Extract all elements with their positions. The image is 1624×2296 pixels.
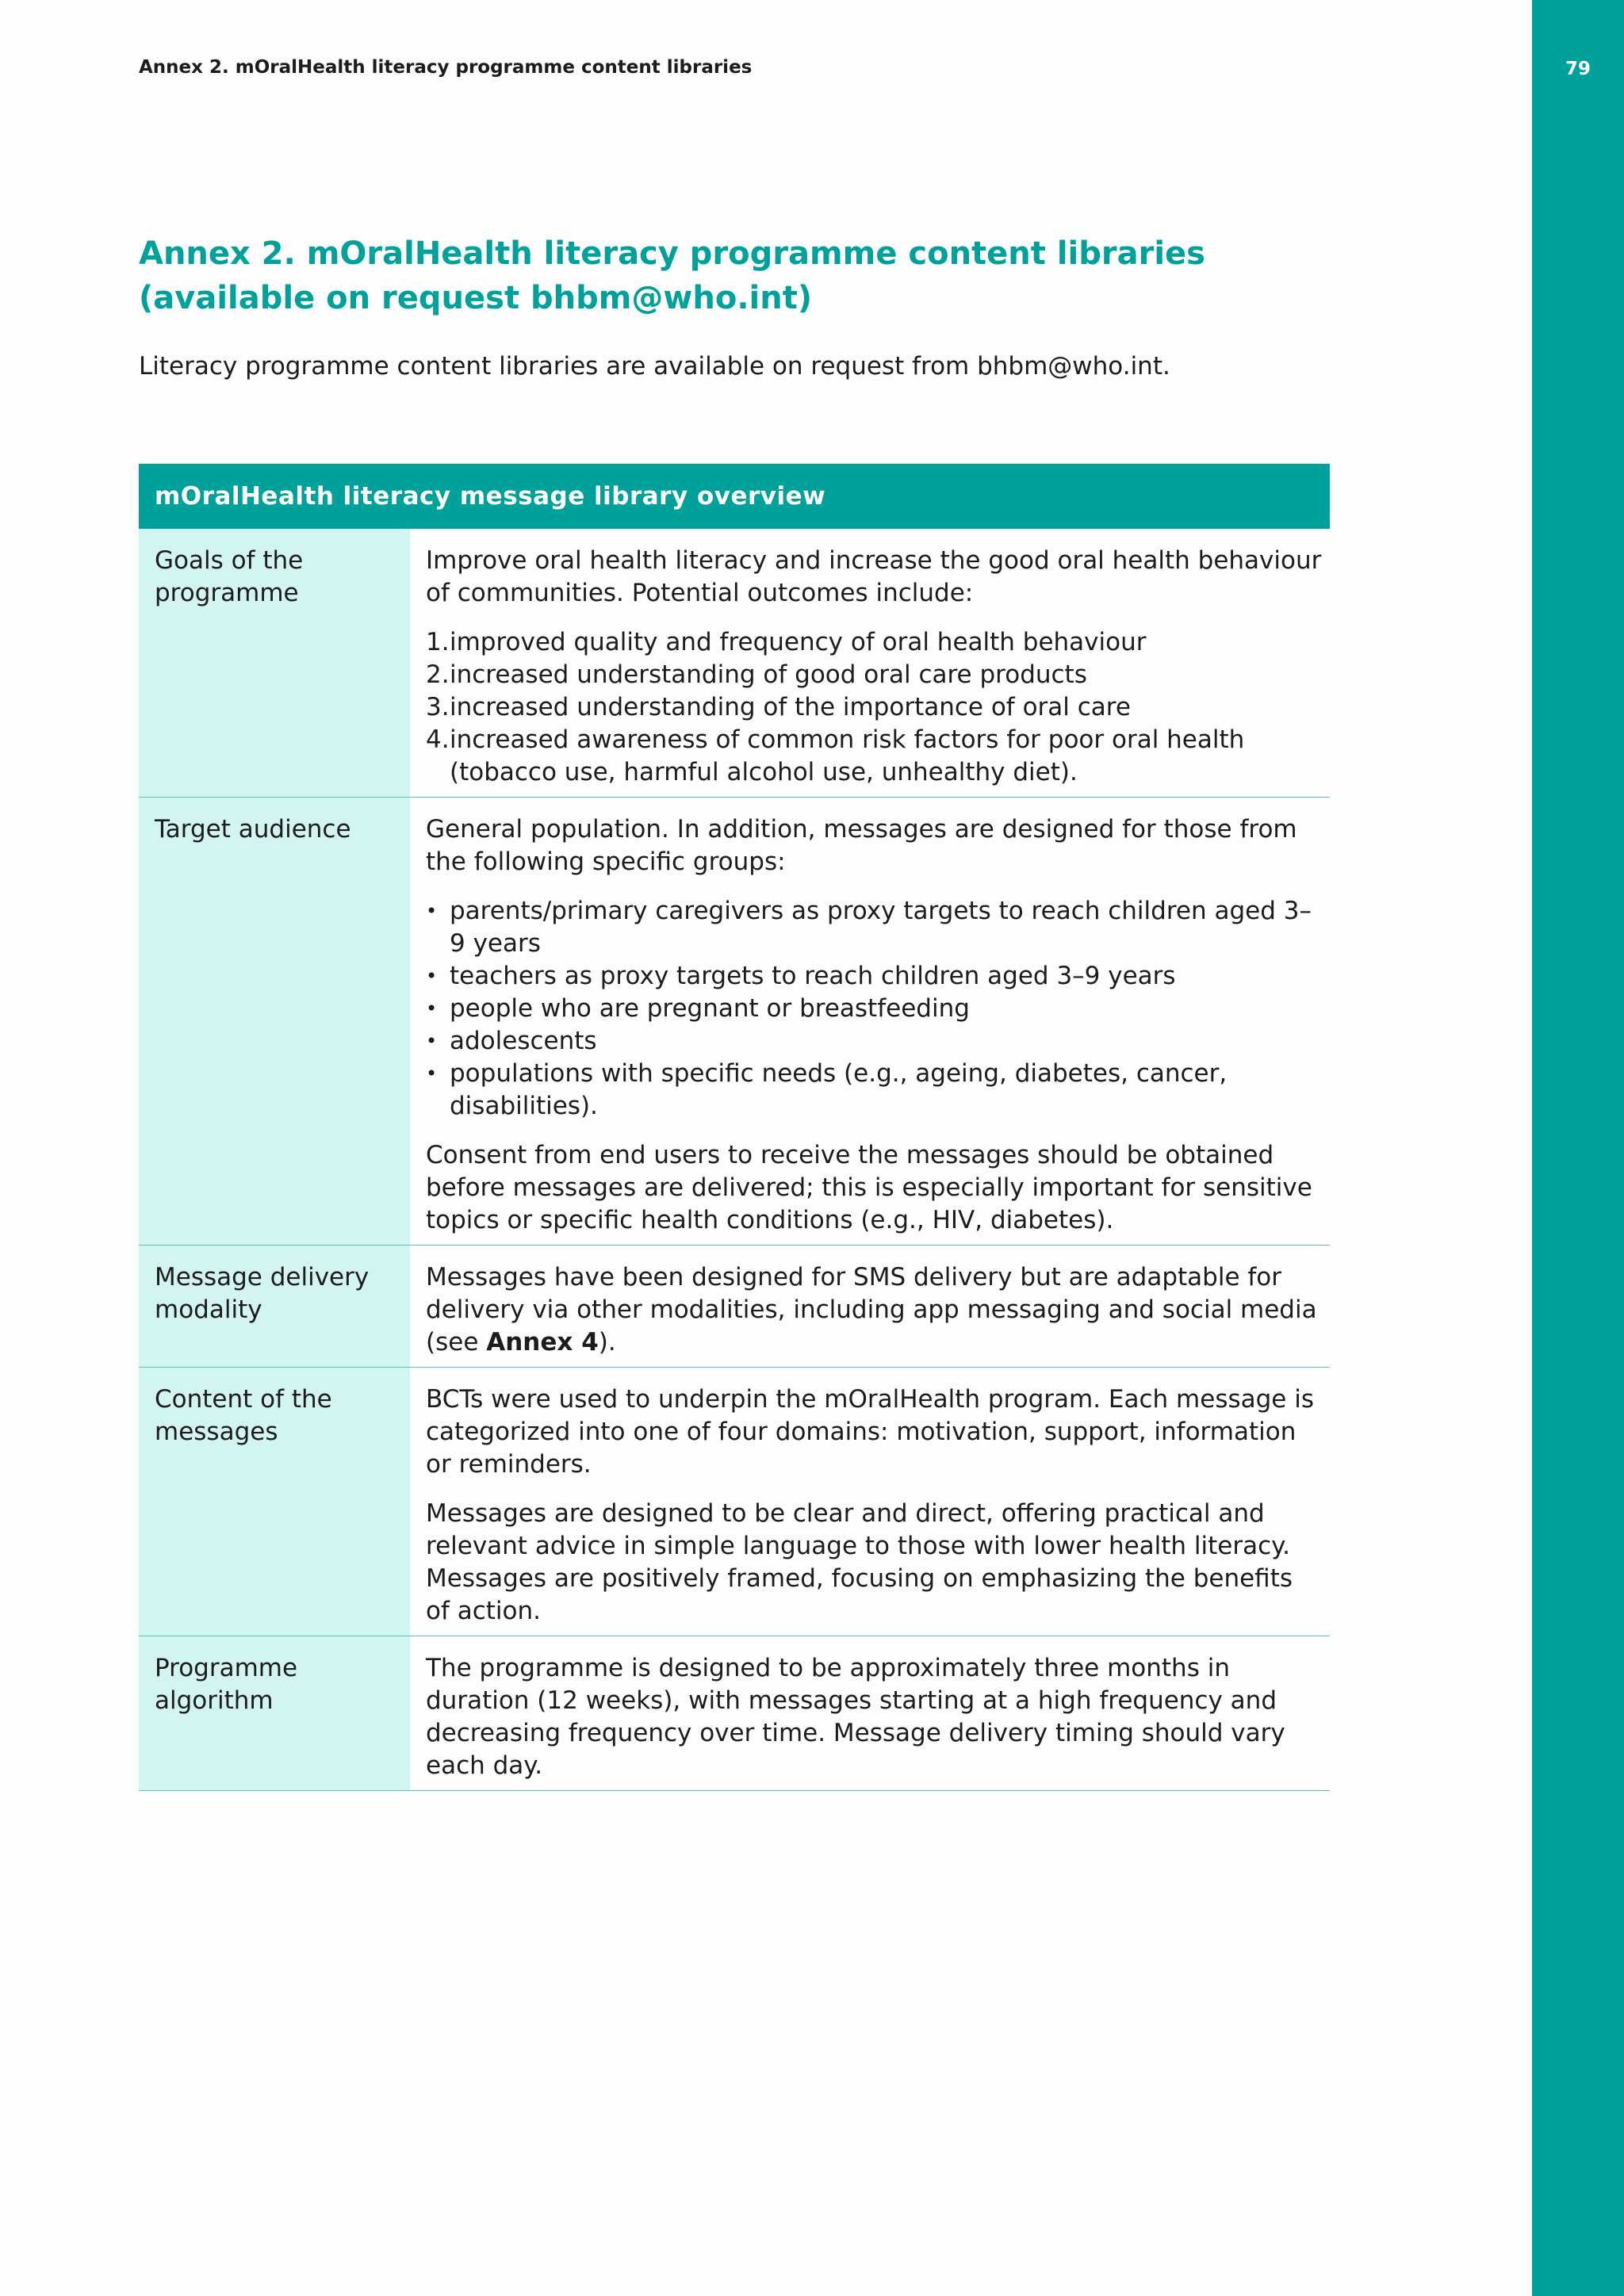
page-number: 79 (1565, 59, 1591, 79)
row-label: Goals of the programme (139, 529, 410, 797)
list-marker: 2. (426, 660, 450, 689)
row-content (410, 1246, 1330, 1367)
list-marker: 4. (426, 725, 450, 754)
table-row-goals (139, 529, 1330, 798)
bullet-icon: • (426, 1030, 438, 1052)
list-item (426, 724, 1323, 789)
list-item (426, 659, 1323, 691)
row-paragraph: BCTs were used to underpin the mOralHealth program. Each message is categorized into one of four domains: motivation, support, information or reminders. (426, 1385, 1314, 1479)
outcomes-list (426, 626, 1323, 789)
table-row-programme-algorithm (139, 1636, 1330, 1791)
page-title-line1: Annex 2. mOralHealth literacy programme content libraries (139, 235, 1205, 272)
running-header: Annex 2. mOralHealth literacy programme content libraries (139, 57, 753, 78)
row-content (410, 798, 1330, 1245)
list-item (426, 960, 1323, 993)
list-item-text: increased understanding of good oral care products (450, 660, 1087, 689)
list-marker: 1. (426, 628, 450, 656)
overview-table (139, 464, 1330, 1791)
list-item (426, 626, 1323, 659)
paragraph-text: Messages have been designed for SMS delivery but are adaptable for delivery via other modalities, including app messaging and social media (see (426, 1263, 1317, 1357)
list-item (426, 1025, 1323, 1058)
row-label: Target audience (139, 798, 410, 1245)
list-item (426, 895, 1323, 960)
row-content (410, 529, 1330, 797)
list-item-text: increased awareness of common risk factors for poor oral health (tobacco use, harmful alcohol use, unhealthy diet). (450, 725, 1245, 786)
bullet-icon: • (426, 997, 438, 1020)
list-item-text: people who are pregnant or breastfeeding (450, 994, 970, 1023)
list-item-text: teachers as proxy targets to reach children aged 3–9 years (450, 962, 1176, 990)
row-paragraph: Messages are designed to be clear and direct, offering practical and relevant advice in simple language to those with lower health literacy. Messages are positively framed, focusing on emphasizing the benefits of action. (426, 1499, 1293, 1625)
intro-paragraph: Literacy programme content libraries are available on request from bhbm@who.int. (139, 352, 1170, 381)
annex-reference: Annex 4 (486, 1328, 599, 1357)
paragraph-text: ). (598, 1328, 616, 1357)
list-item (426, 993, 1323, 1025)
list-item-text: improved quality and frequency of oral health behaviour (450, 628, 1147, 656)
list-item-text: increased understanding of the importance of oral care (450, 693, 1131, 721)
row-label: Content of the messages (139, 1368, 410, 1636)
list-item-text: populations with specific needs (e.g., ageing, diabetes, cancer, disabilities). (450, 1059, 1228, 1120)
table-row-delivery-modality (139, 1246, 1330, 1368)
row-paragraph: Improve oral health literacy and increase the good oral health behaviour of communities. Potential outcomes include: (426, 546, 1322, 607)
row-paragraph (426, 1261, 1323, 1359)
audience-list (426, 895, 1323, 1123)
list-item (426, 691, 1323, 724)
table-header: mOralHealth literacy message library overview (139, 464, 1330, 529)
row-paragraph: General population. In addition, messages are designed for those from the following specific groups: (426, 815, 1297, 876)
list-item-text: parents/primary caregivers as proxy targets to reach children aged 3–9 years (450, 897, 1312, 958)
page-title-line2: (available on request bhbm@who.int) (139, 280, 813, 316)
table-row-content-of-messages (139, 1368, 1330, 1636)
row-paragraph: Consent from end users to receive the messages should be obtained before messages are delivered; this is especially important for sensitive topics or specific health conditions (e.g., HIV, diabetes). (426, 1141, 1312, 1234)
list-item-text: adolescents (450, 1027, 597, 1055)
row-label: Programme algorithm (139, 1636, 410, 1790)
list-item (426, 1058, 1323, 1123)
row-paragraph: The programme is designed to be approximately three months in duration (12 weeks), with messages starting at a high frequency and decreasing frequency over time. Message delivery timing should vary each day. (426, 1654, 1285, 1780)
page-title (139, 232, 1408, 320)
row-content (410, 1636, 1330, 1790)
table-row-target-audience (139, 798, 1330, 1246)
bullet-icon: • (426, 965, 438, 987)
bullet-icon: • (426, 1062, 438, 1085)
row-content (410, 1368, 1330, 1636)
list-marker: 3. (426, 693, 450, 721)
side-color-band (1532, 0, 1624, 2296)
bullet-icon: • (426, 900, 438, 922)
row-label: Message delivery modality (139, 1246, 410, 1367)
